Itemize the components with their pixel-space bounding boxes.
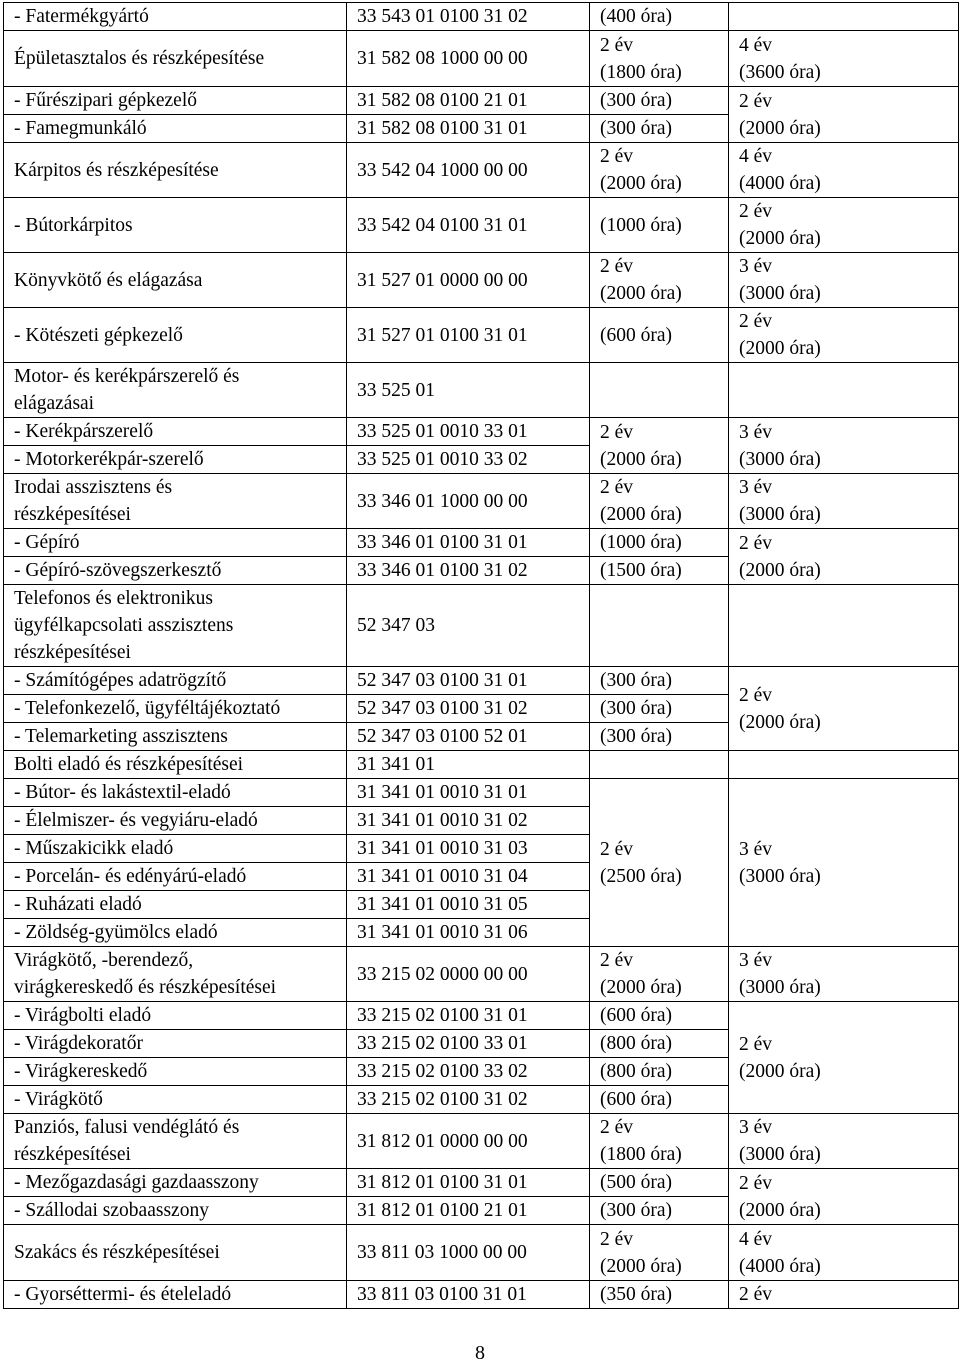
cell-text: (1800 óra)	[600, 1144, 682, 1165]
cell-text: 2 év	[600, 477, 634, 498]
qualification-code-cell	[347, 418, 590, 446]
cell-text: (300 óra)	[600, 698, 673, 719]
training-duration-cell	[590, 115, 729, 143]
table-row	[4, 87, 959, 115]
cell-text: (1500 óra)	[600, 560, 682, 581]
qualification-name-cell	[4, 1058, 347, 1086]
qualification-code-cell	[347, 1086, 590, 1114]
table-row	[4, 1169, 959, 1197]
qualification-name-cell	[4, 308, 347, 363]
total-duration-cell	[729, 308, 959, 363]
cell-text: 3 év	[739, 838, 773, 860]
total-duration-cell	[729, 363, 959, 418]
qualification-code-cell	[347, 695, 590, 723]
total-duration-cell	[729, 1169, 959, 1225]
cell-text: (2000 óra)	[739, 559, 821, 581]
cell-text: - Fatermékgyártó	[14, 6, 149, 27]
qualification-name-cell	[4, 1114, 347, 1169]
cell-text: 31 527 01 0100 31 01	[357, 324, 528, 346]
table-row	[4, 1114, 959, 1169]
cell-text: 52 347 03 0100 52 01	[357, 726, 528, 747]
cell-text: 2 év	[600, 421, 634, 443]
qualification-name-cell	[4, 474, 347, 529]
cell-text: 2 év	[600, 950, 634, 971]
qualification-name-cell	[4, 3, 347, 31]
cell-text: részképesítései	[14, 642, 131, 663]
training-duration-cell	[590, 474, 729, 529]
cell-text: 2 év	[600, 838, 634, 860]
training-duration-cell	[590, 1114, 729, 1169]
table-row	[4, 529, 959, 557]
qualification-code-cell	[347, 363, 590, 418]
total-duration-cell	[729, 667, 959, 751]
cell-text: 31 341 01 0010 31 06	[357, 922, 528, 943]
cell-text: 2 év	[739, 201, 773, 222]
total-duration-cell	[729, 1002, 959, 1114]
qualification-code-cell	[347, 835, 590, 863]
qualification-name-cell	[4, 947, 347, 1002]
cell-text: 33 346 01 0100 31 02	[357, 560, 528, 581]
qualification-name-cell	[4, 31, 347, 87]
qualification-name-cell	[4, 363, 347, 418]
qualification-code-cell	[347, 31, 590, 87]
cell-text: 33 542 04 0100 31 01	[357, 214, 528, 236]
cell-text: (800 óra)	[600, 1061, 673, 1082]
training-duration-cell	[590, 529, 729, 557]
training-duration-cell	[590, 1197, 729, 1225]
training-duration-cell	[590, 947, 729, 1002]
training-duration-cell	[590, 1225, 729, 1281]
cell-text: 2 év	[739, 684, 773, 706]
cell-text: 33 525 01 0010 33 01	[357, 421, 528, 442]
cell-text: 4 év	[739, 1228, 773, 1250]
cell-text: (800 óra)	[600, 1033, 673, 1054]
qualification-name-cell	[4, 143, 347, 198]
cell-text: 2 év	[739, 90, 773, 112]
training-duration-cell	[590, 779, 729, 947]
qualification-code-cell	[347, 947, 590, 1002]
cell-text: - Telefonkezelő, ügyféltájékoztató	[14, 698, 281, 719]
training-duration-cell	[590, 198, 729, 253]
cell-text: - Kerékpárszerelő	[14, 421, 154, 442]
cell-text: 4 év	[739, 146, 773, 167]
cell-text: 33 215 02 0100 33 02	[357, 1061, 528, 1082]
cell-text: (600 óra)	[600, 1089, 673, 1110]
cell-text: 33 215 02 0100 33 01	[357, 1033, 528, 1054]
cell-text: - Ruházati eladó	[14, 894, 142, 915]
qualification-code-cell	[347, 863, 590, 891]
qualification-code-cell	[347, 198, 590, 253]
cell-text: ügyfélkapcsolati asszisztens	[14, 615, 234, 636]
total-duration-cell	[729, 474, 959, 529]
table-row	[4, 585, 959, 667]
qualification-code-cell	[347, 557, 590, 585]
cell-text: (4000 óra)	[739, 1255, 821, 1277]
cell-text: - Motorkerékpár-szerelő	[14, 449, 204, 470]
cell-text: (2000 óra)	[600, 173, 682, 194]
qualification-code-cell	[347, 1281, 590, 1309]
training-duration-cell	[590, 418, 729, 474]
total-duration-cell	[729, 1281, 959, 1309]
qualification-name-cell	[4, 115, 347, 143]
total-duration-cell	[729, 31, 959, 87]
table-row	[4, 363, 959, 418]
total-duration-cell	[729, 1225, 959, 1281]
training-duration-cell	[590, 667, 729, 695]
cell-text: 33 346 01 1000 00 00	[357, 490, 528, 512]
cell-text: 31 582 08 1000 00 00	[357, 48, 528, 69]
cell-text: elágazásai	[14, 393, 95, 414]
cell-text: 2 év	[600, 256, 634, 277]
cell-text: 33 542 04 1000 00 00	[357, 159, 528, 181]
cell-text: (1000 óra)	[600, 214, 682, 236]
cell-text: 2 év	[600, 34, 634, 56]
cell-text: - Zöldség-gyümölcs eladó	[14, 922, 218, 943]
cell-text: Könyvkötő és elágazása	[14, 269, 203, 291]
qualification-name-cell	[4, 585, 347, 667]
qualification-name-cell	[4, 1197, 347, 1225]
cell-text: 31 812 01 0000 00 00	[357, 1130, 528, 1152]
qualification-code-cell	[347, 667, 590, 695]
training-duration-cell	[590, 1281, 729, 1309]
qualification-name-cell	[4, 751, 347, 779]
training-duration-cell	[590, 253, 729, 308]
training-duration-cell	[590, 723, 729, 751]
table-row	[4, 143, 959, 198]
total-duration-cell	[729, 87, 959, 143]
qualification-name-cell	[4, 695, 347, 723]
cell-text: - Élelmiszer- és vegyiáru-eladó	[14, 810, 258, 831]
total-duration-cell	[729, 779, 959, 947]
cell-text: 3 év	[739, 1117, 773, 1138]
training-duration-cell	[590, 1058, 729, 1086]
cell-text: (500 óra)	[600, 1172, 673, 1193]
training-duration-cell	[590, 557, 729, 585]
qualification-name-cell	[4, 1030, 347, 1058]
cell-text: Épületasztalos és részképesítése	[14, 48, 265, 69]
qualification-code-cell	[347, 529, 590, 557]
cell-text: Virágkötő, -berendező,	[14, 950, 194, 971]
cell-text: 4 év	[739, 34, 773, 56]
qualification-name-cell	[4, 667, 347, 695]
cell-text: 2 év	[600, 1117, 634, 1138]
cell-text: 31 812 01 0100 31 01	[357, 1172, 528, 1193]
cell-text: - Szállodai szobaasszony	[14, 1200, 209, 1221]
cell-text: 52 347 03	[357, 615, 435, 636]
cell-text: (2000 óra)	[600, 448, 682, 470]
qualification-code-cell	[347, 253, 590, 308]
cell-text: - Virágkereskedő	[14, 1061, 148, 1082]
cell-text: (2500 óra)	[600, 865, 682, 887]
cell-text: 33 215 02 0000 00 00	[357, 963, 528, 985]
cell-text: (3000 óra)	[739, 504, 821, 525]
qualification-code-cell	[347, 723, 590, 751]
cell-text: (3600 óra)	[739, 61, 821, 83]
cell-text: 33 811 03 0100 31 01	[357, 1284, 527, 1305]
cell-text: 3 év	[739, 477, 773, 498]
qualification-code-cell	[347, 446, 590, 474]
cell-text: 33 543 01 0100 31 02	[357, 6, 528, 27]
cell-text: - Virágbolti eladó	[14, 1005, 152, 1026]
total-duration-cell	[729, 418, 959, 474]
cell-text: (2000 óra)	[739, 1199, 821, 1221]
cell-text: - Mezőgazdasági gazdaasszony	[14, 1172, 259, 1193]
cell-text: részképesítései	[14, 504, 131, 525]
qualification-name-cell	[4, 87, 347, 115]
cell-text: - Porcelán- és edényárú-eladó	[14, 866, 247, 887]
cell-text: (1000 óra)	[600, 532, 682, 553]
cell-text: Kárpitos és részképesítése	[14, 159, 219, 181]
qualification-code-cell	[347, 1058, 590, 1086]
total-duration-cell	[729, 585, 959, 667]
cell-text: - Virágdekoratőr	[14, 1033, 143, 1054]
cell-text: 31 341 01 0010 31 03	[357, 838, 528, 859]
cell-text: Bolti eladó és részképesítései	[14, 754, 244, 775]
qualification-name-cell	[4, 807, 347, 835]
table-row	[4, 947, 959, 1002]
cell-text: 2 év	[600, 1228, 634, 1250]
cell-text: 31 341 01	[357, 754, 435, 775]
cell-text: részképesítései	[14, 1144, 131, 1165]
qualification-name-cell	[4, 198, 347, 253]
cell-text: (300 óra)	[600, 726, 673, 747]
training-duration-cell	[590, 31, 729, 87]
training-duration-cell	[590, 751, 729, 779]
cell-text: (600 óra)	[600, 324, 673, 346]
cell-text: (3000 óra)	[739, 1144, 821, 1165]
qualification-name-cell	[4, 529, 347, 557]
table-row	[4, 308, 959, 363]
cell-text: (2000 óra)	[600, 1255, 682, 1277]
cell-text: 2 év	[739, 1172, 773, 1194]
qualification-name-cell	[4, 253, 347, 308]
qualification-code-cell	[347, 1225, 590, 1281]
cell-text: - Famegmunkáló	[14, 118, 147, 139]
cell-text: 52 347 03 0100 31 01	[357, 670, 528, 691]
table-row	[4, 198, 959, 253]
total-duration-cell	[729, 253, 959, 308]
cell-text: 31 341 01 0010 31 01	[357, 782, 528, 803]
cell-text: 3 év	[739, 256, 773, 277]
qualification-code-cell	[347, 807, 590, 835]
cell-text: - Gépíró	[14, 532, 80, 553]
cell-text: 31 341 01 0010 31 04	[357, 866, 528, 887]
cell-text: 33 346 01 0100 31 01	[357, 532, 528, 553]
cell-text: - Számítógépes adatrögzítő	[14, 670, 227, 691]
cell-text: (2000 óra)	[600, 283, 682, 304]
cell-text: (3000 óra)	[739, 448, 821, 470]
training-duration-cell	[590, 87, 729, 115]
total-duration-cell	[729, 143, 959, 198]
training-duration-cell	[590, 308, 729, 363]
qualification-name-cell	[4, 863, 347, 891]
cell-text: 33 215 02 0100 31 01	[357, 1005, 528, 1026]
training-duration-cell	[590, 695, 729, 723]
cell-text: (2000 óra)	[600, 504, 682, 525]
total-duration-cell	[729, 947, 959, 1002]
cell-text: Irodai asszisztens és	[14, 477, 173, 498]
qualification-name-cell	[4, 1169, 347, 1197]
qualification-name-cell	[4, 779, 347, 807]
qualification-code-cell	[347, 891, 590, 919]
table-row	[4, 1225, 959, 1281]
qualification-name-cell	[4, 891, 347, 919]
total-duration-cell	[729, 3, 959, 31]
total-duration-cell	[729, 198, 959, 253]
cell-text: (2000 óra)	[739, 1060, 821, 1082]
cell-text: - Telemarketing asszisztens	[14, 726, 228, 747]
qualification-name-cell	[4, 1086, 347, 1114]
table-row	[4, 418, 959, 446]
cell-text: (300 óra)	[600, 670, 673, 691]
cell-text: - Gyorséttermi- és ételeladó	[14, 1284, 232, 1305]
cell-text: 31 527 01 0000 00 00	[357, 269, 528, 291]
cell-text: 31 812 01 0100 21 01	[357, 1200, 528, 1221]
cell-text: 52 347 03 0100 31 02	[357, 698, 528, 719]
qualification-name-cell	[4, 446, 347, 474]
qualification-code-cell	[347, 779, 590, 807]
cell-text: 33 525 01 0010 33 02	[357, 449, 528, 470]
table-row	[4, 779, 959, 807]
table-row	[4, 1281, 959, 1309]
total-duration-cell	[729, 751, 959, 779]
training-duration-cell	[590, 1169, 729, 1197]
cell-text: Telefonos és elektronikus	[14, 588, 213, 609]
cell-text: - Fűrészipari gépkezelő	[14, 90, 198, 111]
qualification-code-cell	[347, 1197, 590, 1225]
qualification-name-cell	[4, 1281, 347, 1309]
cell-text: (3000 óra)	[739, 977, 821, 998]
cell-text: - Gépíró-szövegszerkesztő	[14, 560, 222, 581]
training-duration-cell	[590, 585, 729, 667]
cell-text: (3000 óra)	[739, 865, 821, 887]
cell-text: Panziós, falusi vendéglátó és	[14, 1117, 240, 1138]
table-row	[4, 3, 959, 31]
cell-text: (3000 óra)	[739, 283, 821, 304]
qualification-code-cell	[347, 115, 590, 143]
cell-text: (4000 óra)	[739, 173, 821, 194]
table-row	[4, 1002, 959, 1030]
qualification-code-cell	[347, 1169, 590, 1197]
cell-text: 31 341 01 0010 31 02	[357, 810, 528, 831]
page-number: 8	[475, 1342, 485, 1364]
cell-text: 31 582 08 0100 31 01	[357, 118, 528, 139]
cell-text: (400 óra)	[600, 6, 673, 27]
cell-text: 3 év	[739, 421, 773, 443]
qualification-code-cell	[347, 308, 590, 363]
table-row	[4, 31, 959, 87]
table-row	[4, 474, 959, 529]
training-duration-cell	[590, 1086, 729, 1114]
qualification-code-cell	[347, 585, 590, 667]
qualification-code-cell	[347, 3, 590, 31]
qualification-code-cell	[347, 474, 590, 529]
cell-text: 2 év	[739, 532, 773, 554]
cell-text: - Bútor- és lakástextil-eladó	[14, 782, 231, 803]
cell-text: (2000 óra)	[739, 338, 821, 359]
cell-text: (2000 óra)	[739, 228, 821, 249]
cell-text: 31 341 01 0010 31 05	[357, 894, 528, 915]
qualification-name-cell	[4, 835, 347, 863]
total-duration-cell	[729, 529, 959, 585]
table-row	[4, 253, 959, 308]
cell-text: Motor- és kerékpárszerelő és	[14, 366, 240, 387]
qualification-name-cell	[4, 1002, 347, 1030]
table-row	[4, 751, 959, 779]
cell-text: 3 év	[739, 950, 773, 971]
qualifications-table-body	[4, 3, 959, 1309]
cell-text: virágkereskedő és részképesítései	[14, 977, 277, 998]
cell-text: (2000 óra)	[739, 711, 821, 733]
cell-text: - Kötészeti gépkezelő	[14, 324, 183, 346]
cell-text: - Műszakicikk eladó	[14, 838, 174, 859]
cell-text: (350 óra)	[600, 1284, 673, 1305]
cell-text: (300 óra)	[600, 118, 673, 139]
cell-text: (300 óra)	[600, 90, 673, 111]
qualification-name-cell	[4, 1225, 347, 1281]
qualification-code-cell	[347, 1030, 590, 1058]
cell-text: 2 év	[739, 311, 773, 332]
qualification-name-cell	[4, 919, 347, 947]
cell-text: 33 525 01	[357, 379, 435, 401]
qualification-name-cell	[4, 557, 347, 585]
cell-text: (1800 óra)	[600, 61, 682, 83]
cell-text: (300 óra)	[600, 1200, 673, 1221]
qualifications-table	[3, 2, 959, 1309]
training-duration-cell	[590, 143, 729, 198]
training-duration-cell	[590, 1002, 729, 1030]
qualification-name-cell	[4, 723, 347, 751]
cell-text: 2 év	[739, 1033, 773, 1055]
cell-text: 33 811 03 1000 00 00	[357, 1242, 527, 1263]
cell-text: 33 215 02 0100 31 02	[357, 1089, 528, 1110]
qualification-code-cell	[347, 87, 590, 115]
training-duration-cell	[590, 1030, 729, 1058]
qualification-code-cell	[347, 751, 590, 779]
qualification-code-cell	[347, 919, 590, 947]
qualification-code-cell	[347, 143, 590, 198]
cell-text: - Virágkötő	[14, 1089, 103, 1110]
qualification-name-cell	[4, 418, 347, 446]
training-duration-cell	[590, 363, 729, 418]
training-duration-cell	[590, 3, 729, 31]
cell-text: 2 év	[600, 146, 634, 167]
qualification-code-cell	[347, 1002, 590, 1030]
cell-text: (600 óra)	[600, 1005, 673, 1026]
cell-text: 2 év	[739, 1284, 773, 1305]
cell-text: Szakács és részképesítései	[14, 1242, 220, 1263]
table-row	[4, 667, 959, 695]
cell-text: (2000 óra)	[600, 977, 682, 998]
total-duration-cell	[729, 1114, 959, 1169]
cell-text: 31 582 08 0100 21 01	[357, 90, 528, 111]
cell-text: (2000 óra)	[739, 117, 821, 139]
qualification-code-cell	[347, 1114, 590, 1169]
cell-text: - Bútorkárpitos	[14, 214, 133, 236]
